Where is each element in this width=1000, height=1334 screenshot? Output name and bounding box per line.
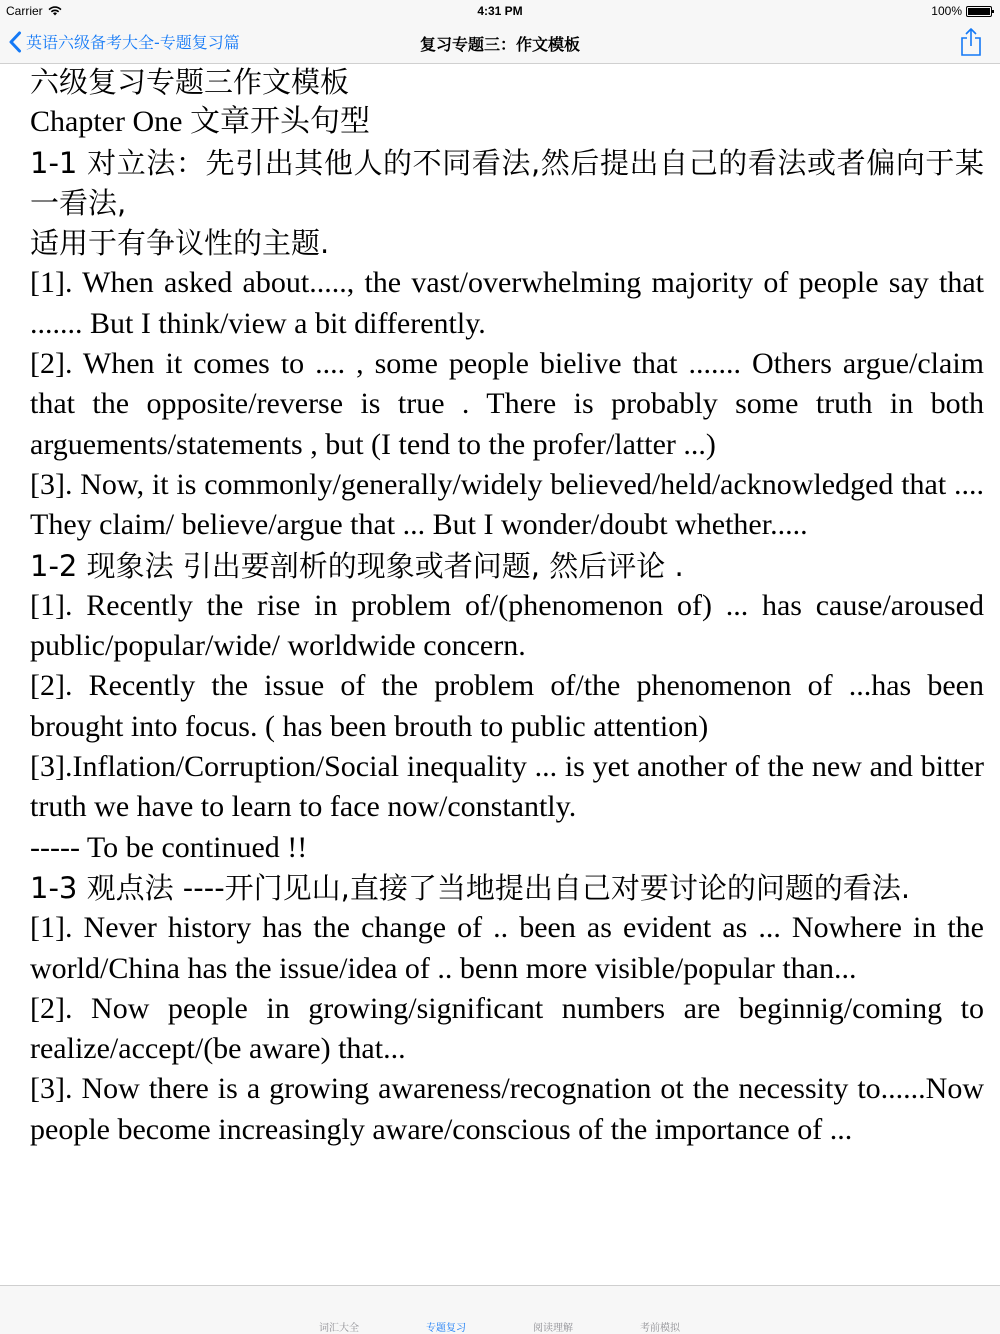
page-title: 复习专题三：作文模板 bbox=[419, 35, 580, 54]
battery-icon bbox=[966, 6, 992, 17]
back-button[interactable] bbox=[8, 30, 240, 53]
paragraph: [3]. Now, it is commonly/generally/widely believed/held/acknowledged that .... They claim/ believe/argue that ... But I wonder/doubt whether..... bbox=[30, 467, 984, 542]
paragraph: [2]. When it comes to .... , some people bielive that ....... Others argue/claim that the opposite/reverse is true . There is probably some truth in both arguements/statements , but (I tend to the profer/latter ...) bbox=[30, 347, 984, 461]
carrier-label: Carrier bbox=[6, 4, 43, 18]
tab-reading[interactable]: 阅读理解 bbox=[533, 1323, 573, 1334]
paragraph: [2]. Recently the issue of the problem of/the phenomenon of ...has been brought into focus. ( has been brouth to public attention) bbox=[30, 669, 984, 743]
tab-mock-exam[interactable]: 考前模拟 bbox=[640, 1323, 680, 1334]
status-bar bbox=[0, 0, 1000, 22]
section-note: 适用于有争议性的主题. bbox=[30, 226, 330, 261]
article-heading: 六级复习专题三作文模板 bbox=[30, 65, 350, 99]
paragraph: ----- To be continued !! bbox=[30, 830, 308, 864]
tab-bar bbox=[0, 1285, 1000, 1334]
section-heading: 1-1 对立法：先引出其他人的不同看法,然后提出自己的看法或者偏向于某一看法, bbox=[30, 145, 984, 220]
back-button-label: 英语六级备考大全-专题复习篇 bbox=[26, 33, 240, 52]
article-content[interactable] bbox=[30, 62, 984, 1282]
chevron-left-icon bbox=[8, 31, 22, 53]
tab-topic-review[interactable]: 专题复习 bbox=[426, 1323, 466, 1334]
paragraph: [3]. Now there is a growing awareness/recognation ot the necessity to......Now people become increasingly aware/conscious of the importance of ... bbox=[30, 1072, 984, 1146]
battery-percent: 100% bbox=[931, 4, 962, 18]
paragraph: [1]. Never history has the change of .. been as evident as ... Nowhere in the world/China has the issue/idea of .. benn more visible/popular than... bbox=[30, 911, 984, 985]
chapter-title: Chapter One 文章开头句型 bbox=[30, 105, 370, 139]
section-heading: 1-2 现象法 引出要剖析的现象或者问题, 然后评论 . bbox=[30, 548, 684, 583]
paragraph: [1]. Recently the rise in problem of/(phenomenon of) ... has cause/aroused public/popular/wide/ worldwide concern. bbox=[30, 588, 984, 663]
paragraph: [3].Inflation/Corruption/Social inequality ... is yet another of the new and bitter truth we have to learn to face now/constantly. bbox=[30, 750, 984, 824]
tab-vocabulary[interactable]: 词汇大全 bbox=[319, 1323, 359, 1334]
section-heading: 1-3 观点法 ----开门见山,直接了当地提出自己对要讨论的问题的看法. bbox=[30, 870, 911, 905]
paragraph: [2]. Now people in growing/significant numbers are beginnig/coming to realize/accept/(be aware) that... bbox=[30, 991, 984, 1066]
status-time: 4:31 PM bbox=[477, 4, 523, 18]
paragraph: [1]. When asked about....., the vast/overwhelming majority of people say that ....... But I think/view a bit differently. bbox=[30, 266, 984, 340]
navigation-bar bbox=[0, 22, 1000, 64]
status-right bbox=[931, 4, 992, 18]
share-icon[interactable] bbox=[958, 27, 984, 57]
